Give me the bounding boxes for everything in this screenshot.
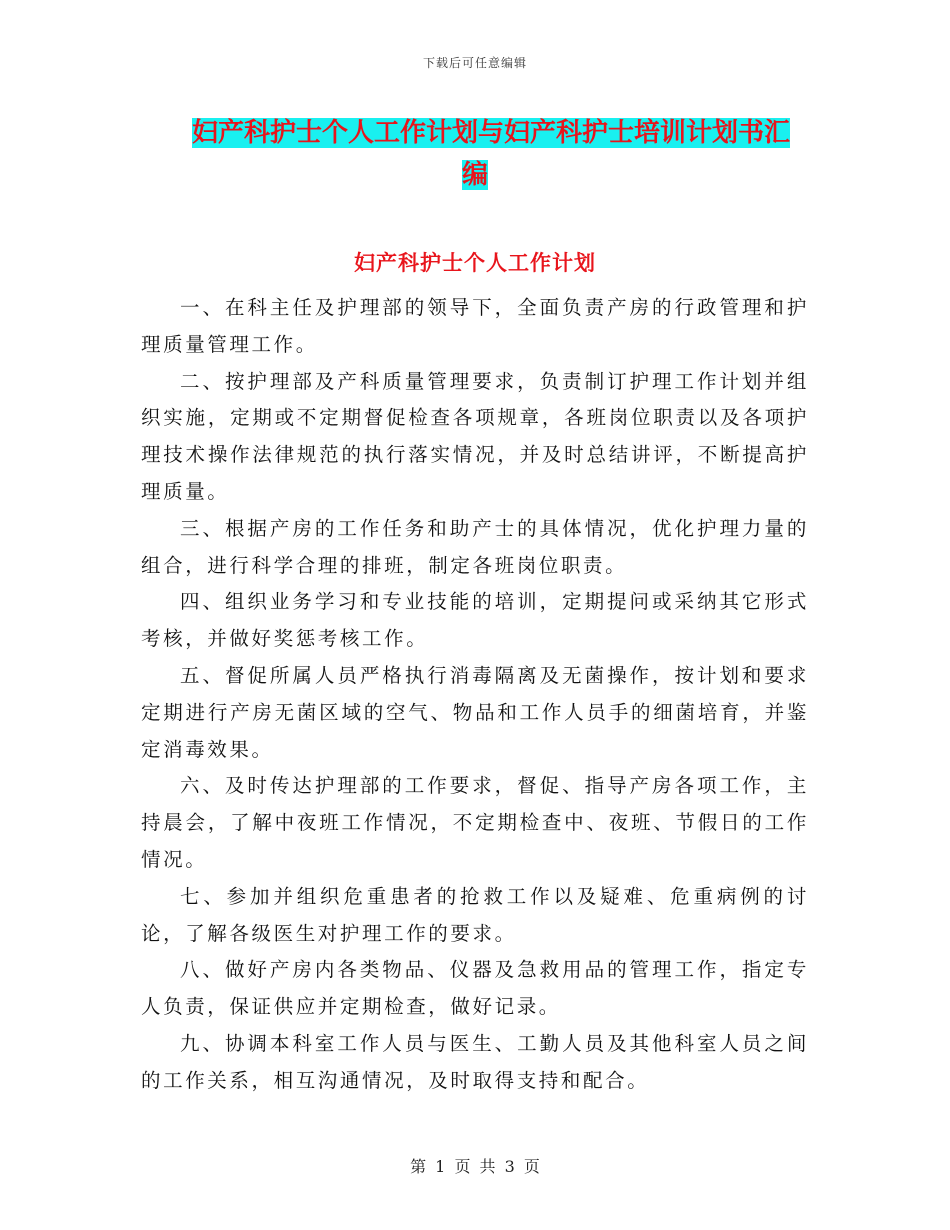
document-title [192, 112, 812, 196]
document-title-line-2-wrapper [192, 154, 812, 196]
document-body [141, 290, 809, 1100]
paragraph-5: 五、督促所属人员严格执行消毒隔离及无菌操作，按计划和要求定期进行产房无菌区域的空气、物品和工作人员手的细菌培育，并鉴定消毒效果。 [141, 663, 809, 761]
paragraph-4: 四、组织业务学习和专业技能的培训，定期提问或采纳其它形式考核，并做好奖惩考核工作。 [141, 590, 809, 651]
paragraph-7: 七、参加并组织危重患者的抢救工作以及疑难、危重病例的讨论，了解各级医生对护理工作的要求。 [141, 884, 809, 945]
page-number-footer: 第 1 页 共 3 页 [410, 1157, 540, 1176]
paragraph-6: 六、及时传达护理部的工作要求，督促、指导产房各项工作，主持晨会，了解中夜班工作情况，不定期检查中、夜班、节假日的工作情况。 [141, 774, 809, 871]
paragraph-1: 一、在科主任及护理部的领导下，全面负责产房的行政管理和护理质量管理工作。 [141, 296, 809, 356]
document-title-line-2: 编 [462, 160, 489, 190]
section-heading: 妇产科护士个人工作计划 [354, 250, 596, 275]
paragraph-3: 三、根据产房的工作任务和助产士的具体情况，优化护理力量的组合，进行科学合理的排班，制定各班岗位职责。 [141, 516, 809, 577]
page-header-note: 下载后可任意编辑 [422, 56, 527, 70]
document-title-line-1: 妇产科护士个人工作计划与妇产科护士培训计划书汇 [192, 118, 791, 148]
paragraph-8: 八、做好产房内各类物品、仪器及急救用品的管理工作，指定专人负责，保证供应并定期检查，做好记录。 [141, 958, 809, 1019]
paragraph-9: 九、协调本科室工作人员与医生、工勤人员及其他科室人员之间的工作关系，相互沟通情况，及时取得支持和配合。 [141, 1031, 809, 1092]
paragraph-2: 二、按护理部及产科质量管理要求，负责制订护理工作计划并组织实施，定期或不定期督促检查各项规章，各班岗位职责以及各项护理技术操作法律规范的执行落实情况，并及时总结讲评，不断提高护理质量。 [141, 369, 809, 503]
